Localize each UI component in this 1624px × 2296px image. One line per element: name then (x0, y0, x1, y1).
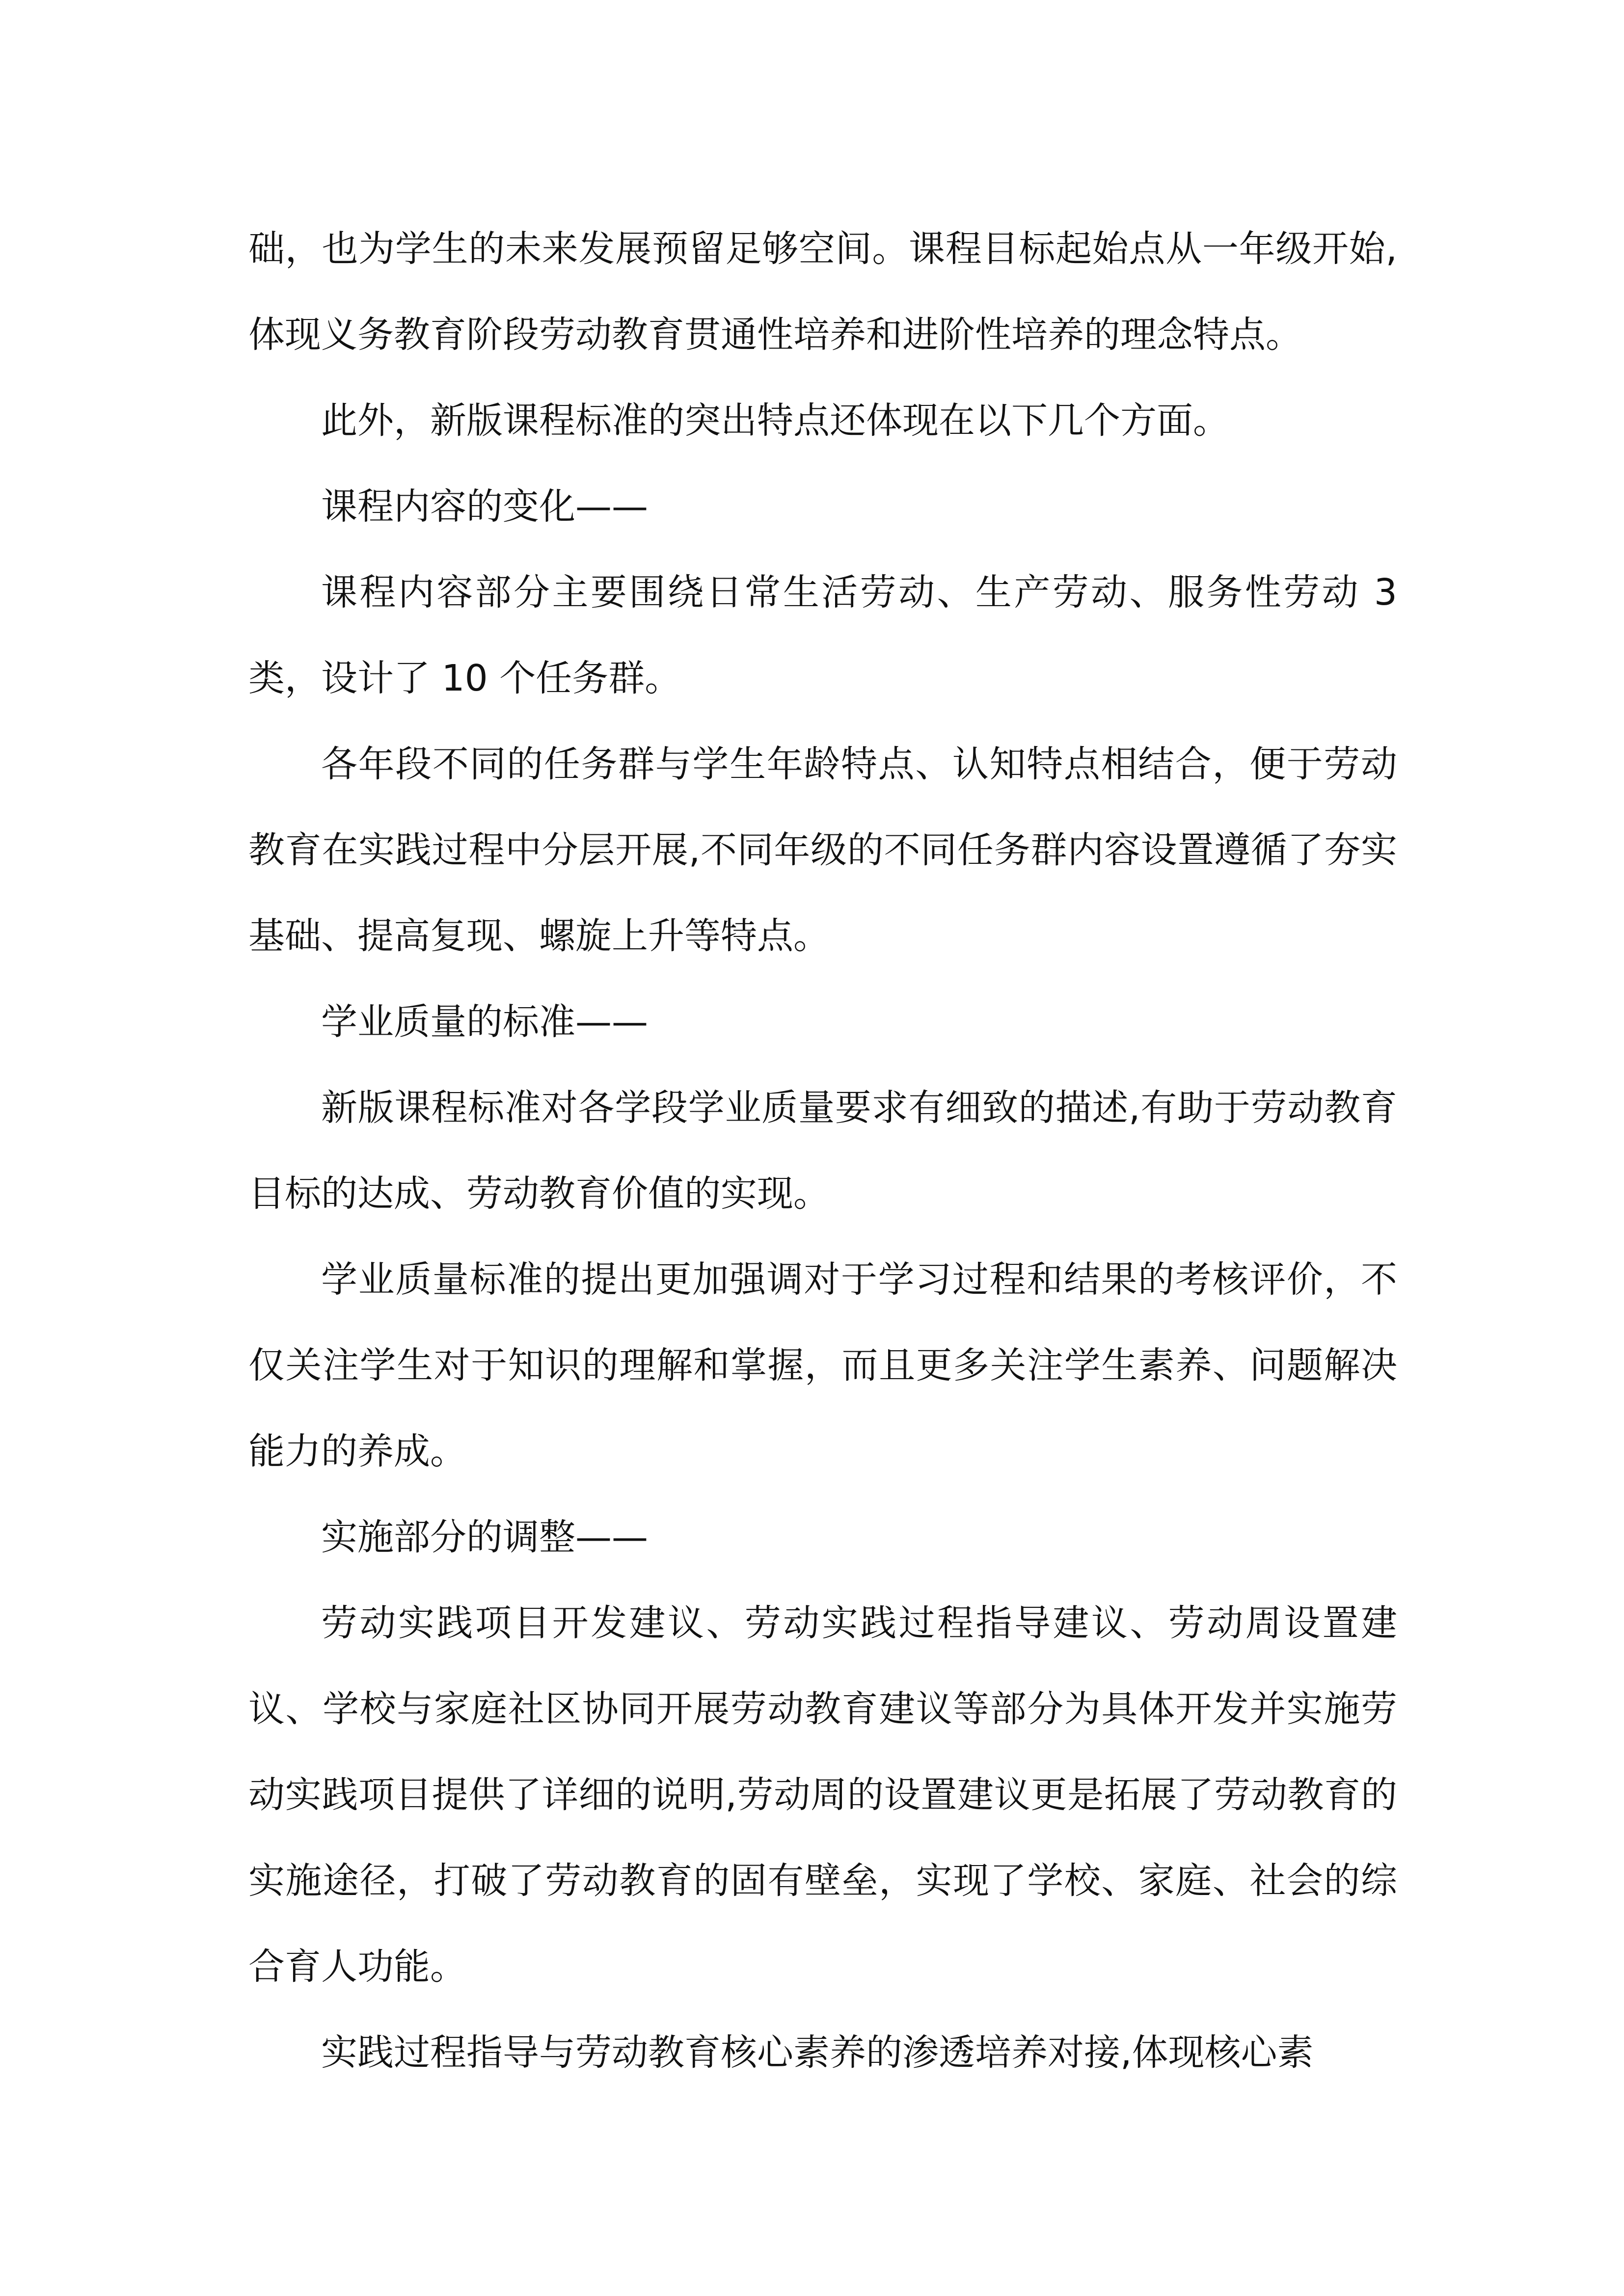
paragraph: 此外，新版课程标准的突出特点还体现在以下几个方面。 (321, 400, 1229, 442)
paragraph: 学业质量标准的提出更加强调对于学习过程和结果的考核评价，不仅关注学生对于知识的理解和掌握，而且更多关注学生素养、问题解决能力的养成。 (248, 1258, 1397, 1472)
paragraph-continuation: 础，也为学生的未来发展预留足够空间。课程目标起始点从一年级开始,体现义务教育阶段劳动教育贯通性培养和进阶性培养的理念特点。 (248, 228, 1397, 356)
paragraph: 新版课程标准对各学段学业质量要求有细致的描述,有助于劳动教育目标的达成、劳动教育价值的实现。 (248, 1087, 1397, 1215)
paragraph: 各年段不同的任务群与学生年龄特点、认知特点相结合，便于劳动教育在实践过程中分层开展,不同年级的不同任务群内容设置遵循了夯实基础、提高复现、螺旋上升等特点。 (248, 743, 1397, 957)
section-heading-course-content: 课程内容的变化—— (321, 485, 648, 528)
body-text (248, 206, 1397, 2096)
section-heading-implementation: 实施部分的调整—— (321, 1516, 648, 1558)
section-heading-academic-quality: 学业质量的标准—— (321, 1001, 648, 1043)
paragraph: 劳动实践项目开发建议、劳动实践过程指导建议、劳动周设置建议、学校与家庭社区协同开展劳动教育建议等部分为具体开发并实施劳动实践项目提供了详细的说明,劳动周的设置建议更是拓展了劳动教育的实施途径，打破了劳动教育的固有壁垒，实现了学校、家庭、社会的综合育人功能。 (248, 1602, 1397, 1988)
paragraph: 课程内容部分主要围绕日常生活劳动、生产劳动、服务性劳动 3 类，设计了 10 个任务群。 (248, 571, 1397, 699)
paragraph: 实践过程指导与劳动教育核心素养的渗透培养对接,体现核心素 (321, 2031, 1314, 2074)
